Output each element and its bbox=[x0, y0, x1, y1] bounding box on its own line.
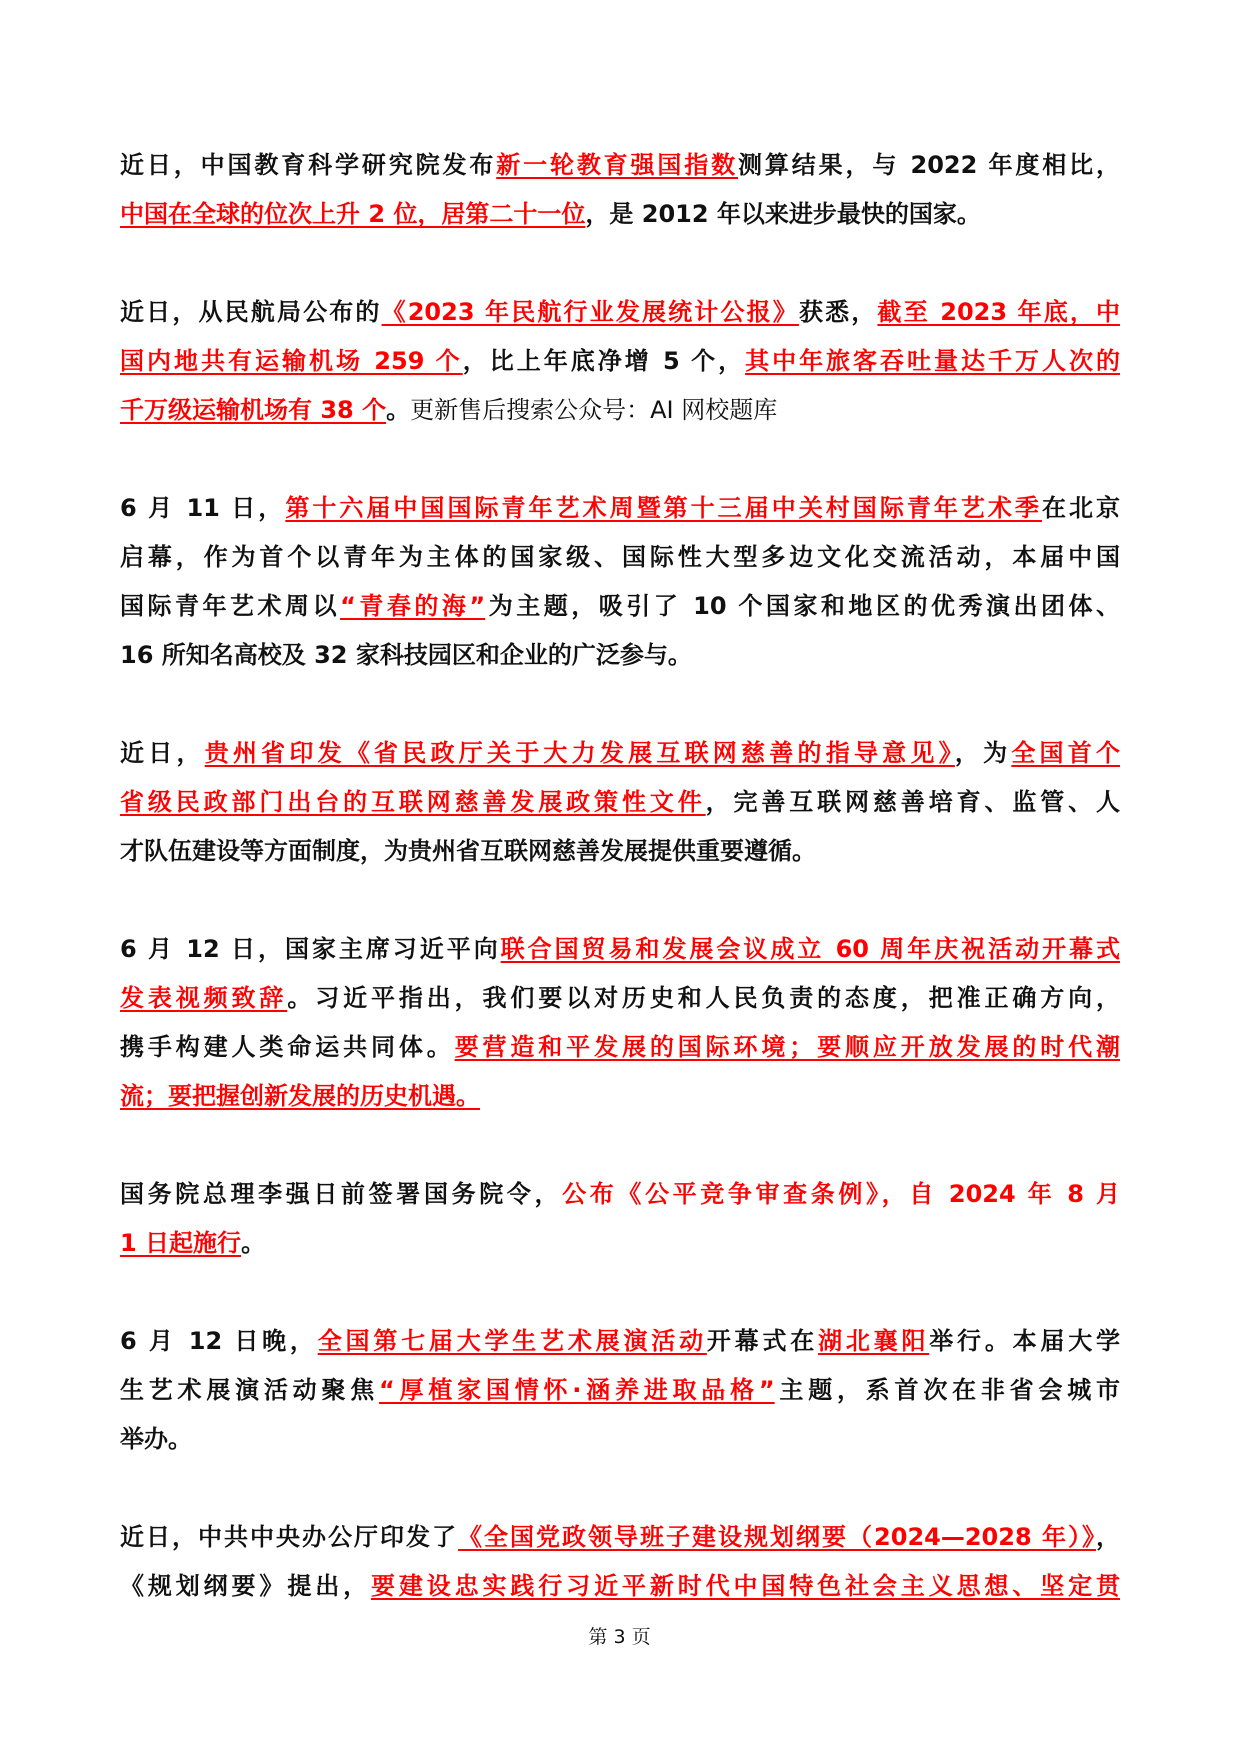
text-line bbox=[120, 729, 1120, 778]
body-text: 在北京 bbox=[1041, 494, 1120, 522]
highlighted-text: 全国首个 bbox=[1011, 739, 1120, 767]
body-text: 举办。 bbox=[120, 1425, 192, 1453]
highlighted-text: “厚植家国情怀·涵养进取品格” bbox=[379, 1376, 775, 1404]
body-text: 6 月 12 日晚， bbox=[120, 1327, 318, 1355]
text-line bbox=[120, 190, 1120, 239]
highlighted-text: 第十六届中国国际青年艺术周暨第十三届中关村国际青年艺术季 bbox=[285, 494, 1042, 522]
news-paragraph bbox=[120, 729, 1120, 876]
body-text: 《规划纲要》提出， bbox=[120, 1572, 371, 1600]
highlighted-text: 湖北襄阳 bbox=[818, 1327, 930, 1355]
text-line bbox=[120, 1415, 1120, 1464]
news-paragraph bbox=[120, 288, 1120, 435]
body-text: ， bbox=[1096, 1523, 1120, 1551]
news-paragraph bbox=[120, 1513, 1120, 1611]
text-line bbox=[120, 631, 1120, 680]
highlighted-text: 千万级运输机场有 38 个 bbox=[120, 396, 387, 424]
text-line bbox=[120, 1317, 1120, 1366]
news-paragraph bbox=[120, 1317, 1120, 1464]
body-text: 近日， bbox=[120, 739, 205, 767]
body-text: ，是 2012 年以来进步最快的国家。 bbox=[585, 200, 981, 228]
highlighted-text: 《全国党政领导班子建设规划纲要（2024—2028 年）》 bbox=[458, 1523, 1097, 1551]
page-number: 第 3 页 bbox=[588, 1626, 651, 1648]
body-text: 。习近平指出，我们要以对历史和人民负责的态度，把准正确方向， bbox=[287, 984, 1120, 1012]
body-text: 举行。本届大学 bbox=[929, 1327, 1120, 1355]
highlighted-text: 发表视频致辞 bbox=[120, 984, 288, 1012]
text-line bbox=[120, 1170, 1120, 1219]
text-line bbox=[120, 1562, 1120, 1611]
highlighted-text: 其中年旅客吞吐量达千万人次的 bbox=[745, 347, 1120, 375]
body-text: ，完善互联网慈善培育、监管、人 bbox=[705, 788, 1120, 816]
body-text: 主题，系首次在非省会城市 bbox=[774, 1376, 1120, 1404]
body-text: 测算结果，与 2022 年度相比， bbox=[738, 151, 1120, 179]
body-text: 国际青年艺术周以 bbox=[120, 592, 341, 620]
body-text: 国务院总理李强日前签署国务院令， bbox=[120, 1180, 563, 1208]
body-text: 获悉， bbox=[798, 298, 878, 326]
highlighted-text: 新一轮教育强国指数 bbox=[496, 151, 739, 179]
highlighted-text: 全国第七届大学生艺术展演活动 bbox=[317, 1327, 707, 1355]
highlighted-text: “青春的海” bbox=[340, 592, 486, 620]
body-text: ，比上年底净增 5 个， bbox=[462, 347, 746, 375]
body-text: 启幕，作为首个以青年为主体的国家级、国际性大型多边文化交流活动，本届中国 bbox=[120, 543, 1120, 571]
body-text: 6 月 11 日， bbox=[120, 494, 286, 522]
body-text: 生艺术展演活动聚焦 bbox=[120, 1376, 380, 1404]
body-text: 近日，中国教育科学研究院发布 bbox=[120, 151, 497, 179]
highlighted-text: 联合国贸易和发展会议成立 60 周年庆祝活动开幕式 bbox=[500, 935, 1120, 963]
body-text: 16 所知名高校及 32 家科技园区和企业的广泛参与。 bbox=[120, 641, 692, 669]
body-text: 6 月 12 日，国家主席习近平向 bbox=[120, 935, 501, 963]
body-text: 才队伍建设等方面制度，为贵州省互联网慈善发展提供重要遵循。 bbox=[120, 837, 816, 865]
body-text: 为主题，吸引了 10 个国家和地区的优秀演出团体、 bbox=[485, 592, 1120, 620]
text-line bbox=[120, 386, 1120, 435]
news-paragraph bbox=[120, 1170, 1120, 1268]
text-line bbox=[120, 484, 1120, 533]
body-text: 携手构建人类命运共同体。 bbox=[120, 1033, 455, 1061]
text-line bbox=[120, 1219, 1120, 1268]
text-line bbox=[120, 1072, 1120, 1121]
highlighted-text: 贵州省印发《省民政厅关于大力发展互联网慈善的指导意见》 bbox=[204, 739, 955, 767]
news-paragraph bbox=[120, 484, 1120, 680]
body-text: 近日，中共中央办公厅印发了 bbox=[120, 1523, 459, 1551]
text-line bbox=[120, 778, 1120, 827]
highlighted-text: 要营造和平发展的国际环境；要顺应开放发展的时代潮 bbox=[454, 1033, 1120, 1061]
body-text: 开幕式在 bbox=[706, 1327, 819, 1355]
text-line bbox=[120, 288, 1120, 337]
body-text: 。 bbox=[241, 1229, 266, 1257]
text-line bbox=[120, 1513, 1120, 1562]
news-paragraph bbox=[120, 925, 1120, 1121]
document-body bbox=[120, 141, 1120, 1660]
text-line bbox=[120, 141, 1120, 190]
highlighted-text: 中国在全球的位次上升 2 位，居第二十一位 bbox=[120, 200, 586, 228]
highlighted-text: 要建设忠实践行习近平新时代中国特色社会主义思想、坚定贯 bbox=[370, 1572, 1120, 1600]
highlighted-text: 流；要把握创新发展的历史机遇。 bbox=[120, 1082, 480, 1110]
highlighted-text: 截至 2023 年底，中 bbox=[877, 298, 1120, 326]
body-text: 近日，从民航局公布的 bbox=[120, 298, 382, 326]
text-line bbox=[120, 1023, 1120, 1072]
red-text: 公布《公平竞争审查条例》，自 2024 年 8 月 bbox=[562, 1180, 1120, 1208]
text-line bbox=[120, 337, 1120, 386]
highlighted-text: 1 日起施行 bbox=[120, 1229, 242, 1257]
highlighted-text: 省级民政部门出台的互联网慈善发展政策性文件 bbox=[120, 788, 706, 816]
news-paragraph bbox=[120, 141, 1120, 239]
text-line bbox=[120, 582, 1120, 631]
highlighted-text: 国内地共有运输机场 259 个 bbox=[120, 347, 463, 375]
text-line bbox=[120, 533, 1120, 582]
text-line bbox=[120, 1366, 1120, 1415]
promo-text: 更新售后搜索公众号：AI 网校题库 bbox=[410, 396, 778, 424]
text-line bbox=[120, 827, 1120, 876]
text-line bbox=[120, 925, 1120, 974]
body-text: ，为 bbox=[954, 739, 1012, 767]
highlighted-text: 《2023 年民航行业发展统计公报》 bbox=[381, 298, 799, 326]
text-line bbox=[120, 974, 1120, 1023]
body-text: 。 bbox=[386, 396, 411, 424]
